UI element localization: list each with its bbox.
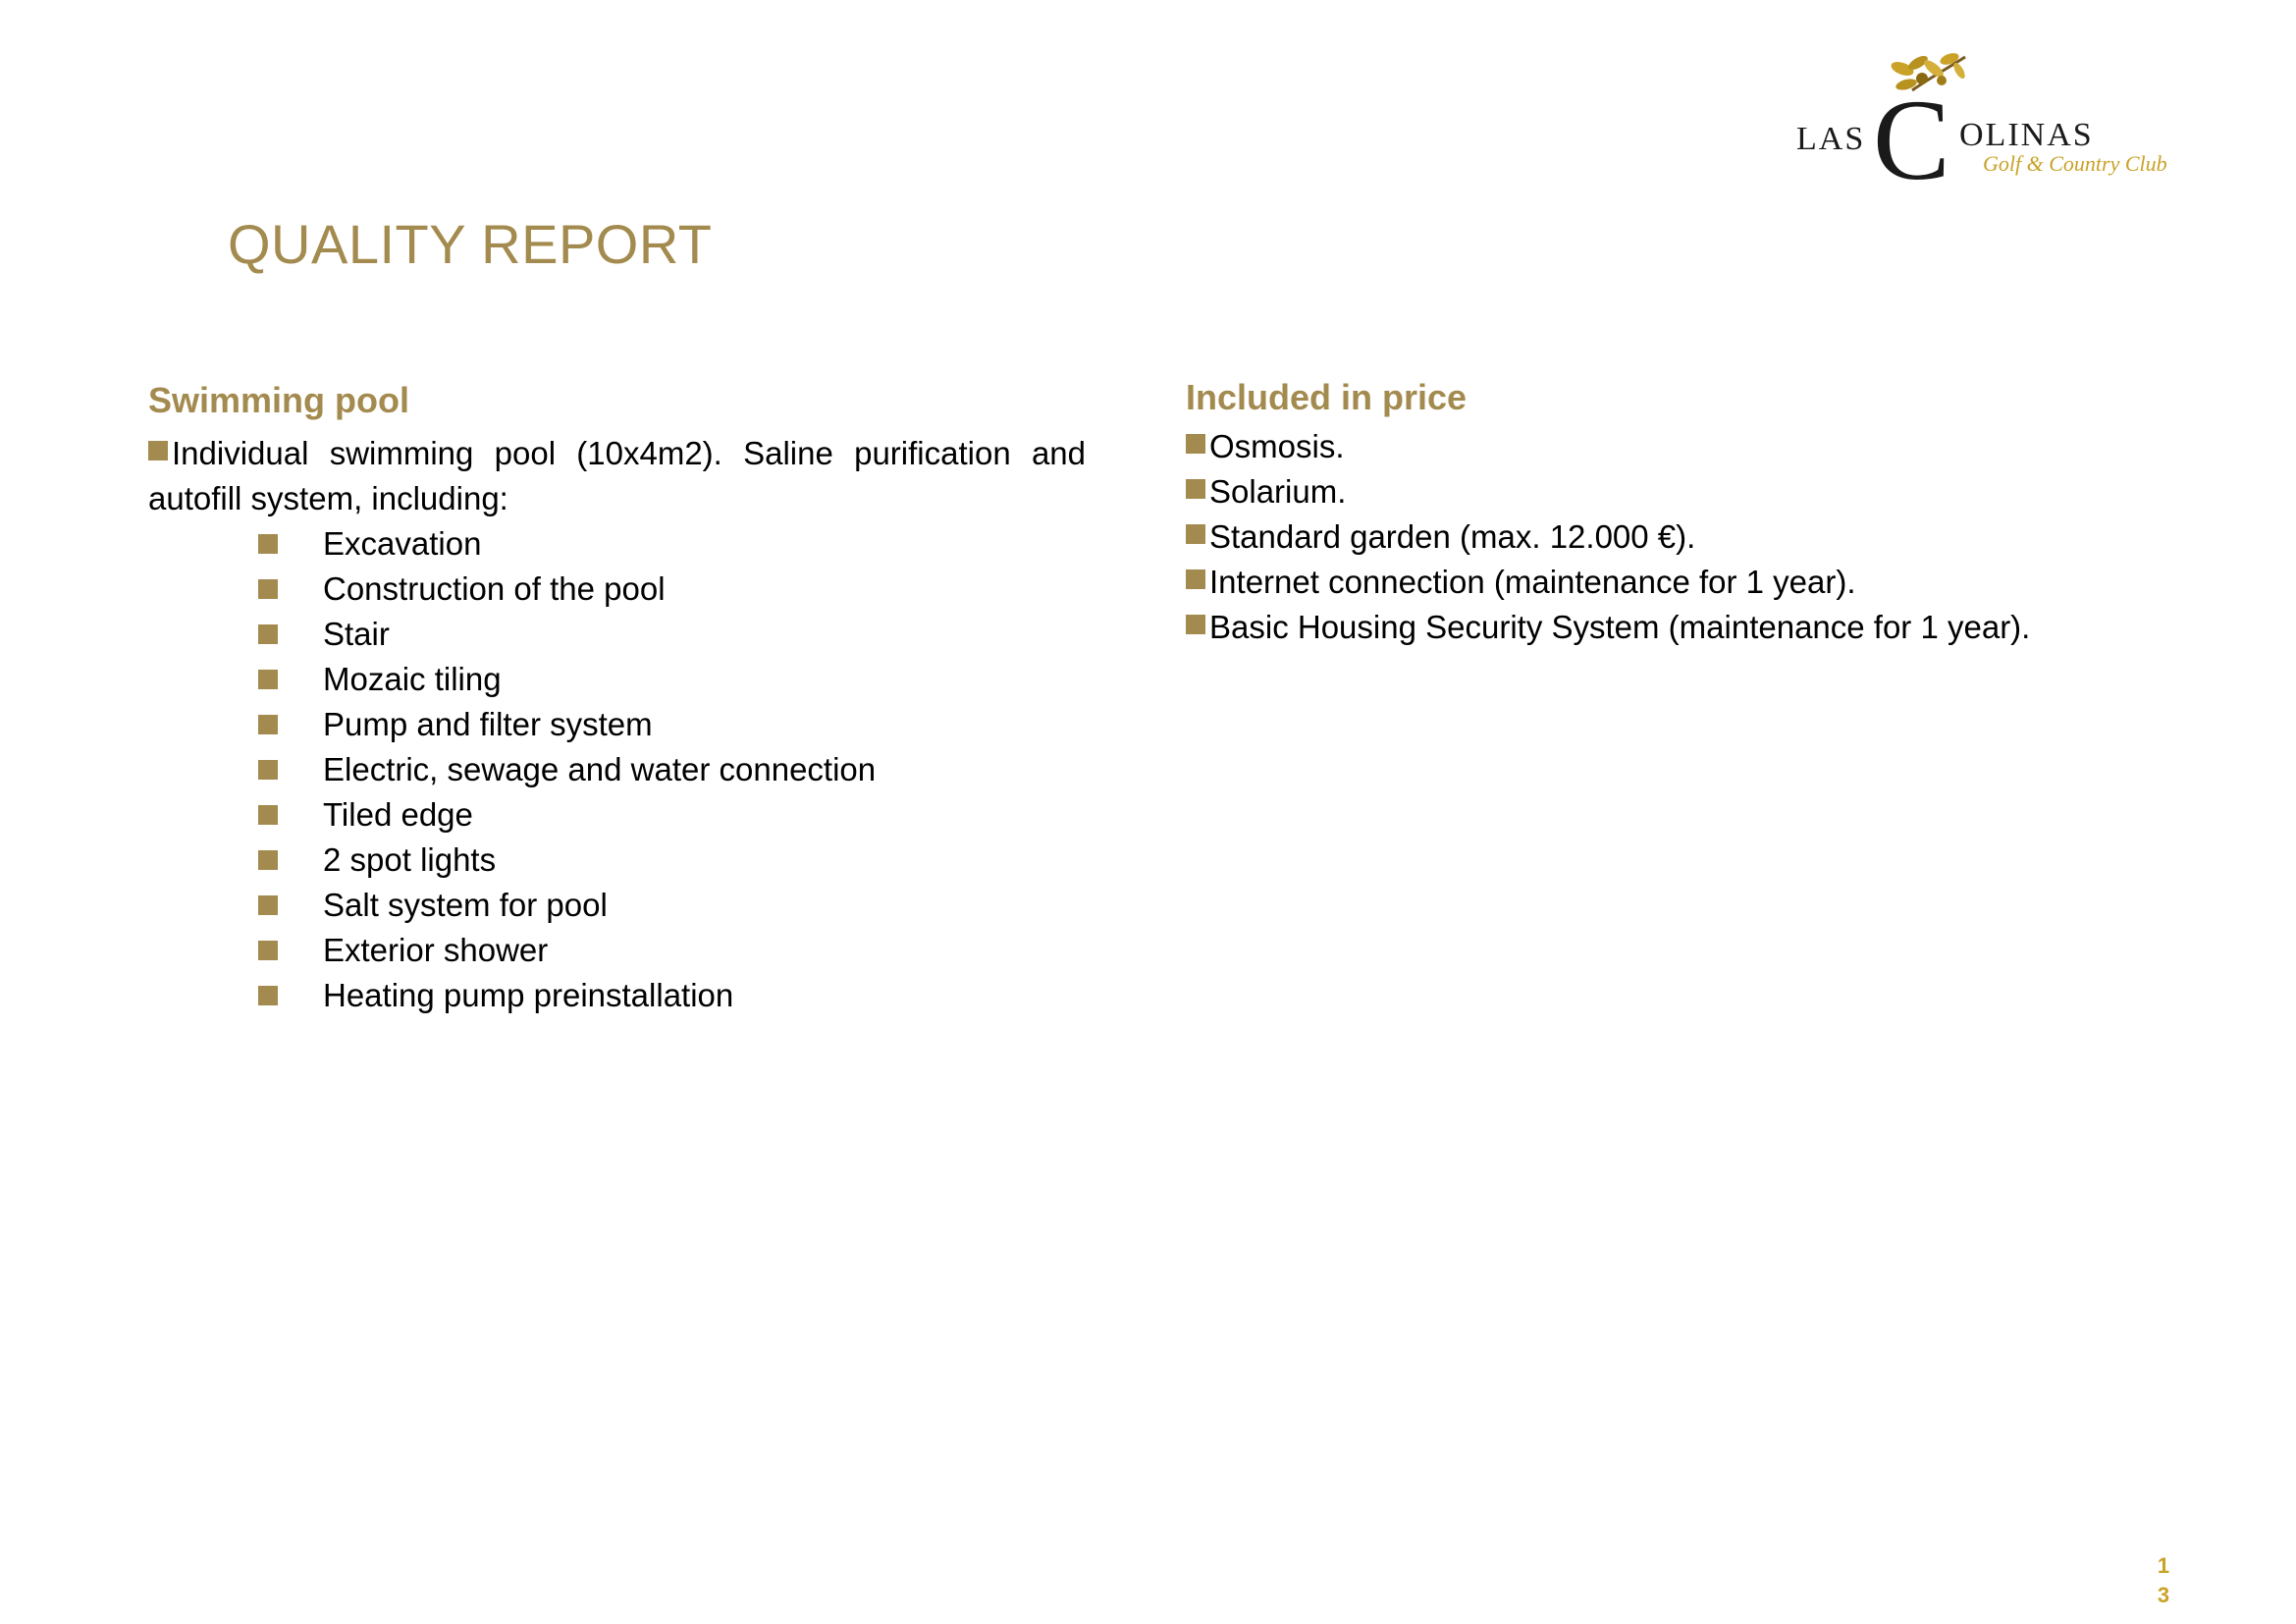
list-item-text: Internet connection (maintenance for 1 year). <box>1209 564 1856 600</box>
bullet-square-icon <box>1186 479 1205 499</box>
page-number-digit-1: 1 <box>2157 1553 2170 1578</box>
bullet-square-icon <box>1186 434 1205 454</box>
list-item-text: Mozaic tiling <box>323 661 502 697</box>
bullet-square-icon <box>258 715 278 734</box>
list-item-text: Salt system for pool <box>323 887 608 923</box>
swimming-pool-section <box>148 378 1086 1018</box>
bullet-square-icon <box>1186 615 1205 634</box>
page-number <box>2152 1551 2175 1610</box>
logo-word-las: LAS <box>1796 121 1866 157</box>
bullet-square-icon <box>258 986 278 1005</box>
included-in-price-section <box>1186 375 2167 650</box>
bullet-square-icon <box>258 805 278 825</box>
bullet-square-icon <box>258 534 278 554</box>
list-item <box>148 792 1086 838</box>
list-item-text: Stair <box>323 616 390 652</box>
list-item-text: Osmosis. <box>1209 428 1345 464</box>
included-in-price-heading: Included in price <box>1186 377 1468 417</box>
list-item-text: Heating pump preinstallation <box>323 977 734 1013</box>
page-title: QUALITY REPORT <box>228 213 713 275</box>
list-item-text: Exterior shower <box>323 932 549 968</box>
list-item-text: 2 spot lights <box>323 841 497 878</box>
bullet-square-icon <box>258 895 278 915</box>
list-item <box>148 657 1086 702</box>
swimming-pool-items <box>148 521 1086 1018</box>
bullet-square-icon <box>258 579 278 599</box>
list-item-text: Pump and filter system <box>323 706 653 742</box>
included-items <box>1186 424 2167 650</box>
list-item <box>1186 514 2167 560</box>
bullet-square-icon <box>258 760 278 780</box>
list-item-text: Solarium. <box>1209 473 1347 510</box>
list-item-text: Excavation <box>323 525 482 562</box>
list-item <box>148 928 1086 973</box>
list-item <box>1186 605 2167 650</box>
list-item <box>148 747 1086 792</box>
list-item <box>148 612 1086 657</box>
list-item <box>148 838 1086 883</box>
logo-initial-c: C <box>1873 76 1950 196</box>
swimming-pool-intro <box>148 431 1086 521</box>
bullet-square-icon <box>258 850 278 870</box>
page-number-digit-2: 3 <box>2157 1583 2170 1607</box>
list-item-text: Electric, sewage and water connection <box>323 751 877 787</box>
bullet-square-icon <box>258 624 278 644</box>
bullet-square-icon <box>258 670 278 689</box>
list-item <box>1186 560 2167 605</box>
swimming-pool-intro-text: Individual swimming pool (10x4m2). Saline purification and autofill system, including: <box>148 435 1086 516</box>
bullet-square-icon <box>258 941 278 960</box>
list-item-text: Tiled edge <box>323 796 473 833</box>
list-item <box>148 567 1086 612</box>
list-item <box>1186 469 2167 514</box>
list-item-text: Construction of the pool <box>323 570 666 607</box>
bullet-square-icon <box>1186 524 1205 544</box>
list-item-text: Standard garden (max. 12.000 €). <box>1209 518 1696 555</box>
list-item <box>148 973 1086 1018</box>
bullet-square-icon <box>148 441 168 460</box>
las-colinas-logo <box>1796 49 2209 196</box>
list-item <box>1186 424 2167 469</box>
logo-tagline: Golf & Country Club <box>1983 151 2167 176</box>
bullet-square-icon <box>1186 569 1205 589</box>
list-item <box>148 883 1086 928</box>
swimming-pool-heading: Swimming pool <box>148 380 409 420</box>
list-item <box>148 521 1086 567</box>
list-item <box>148 702 1086 747</box>
logo-word-olinas: OLINAS <box>1959 117 2094 153</box>
list-item-text: Basic Housing Security System (maintenance for 1 year). <box>1209 609 2031 645</box>
